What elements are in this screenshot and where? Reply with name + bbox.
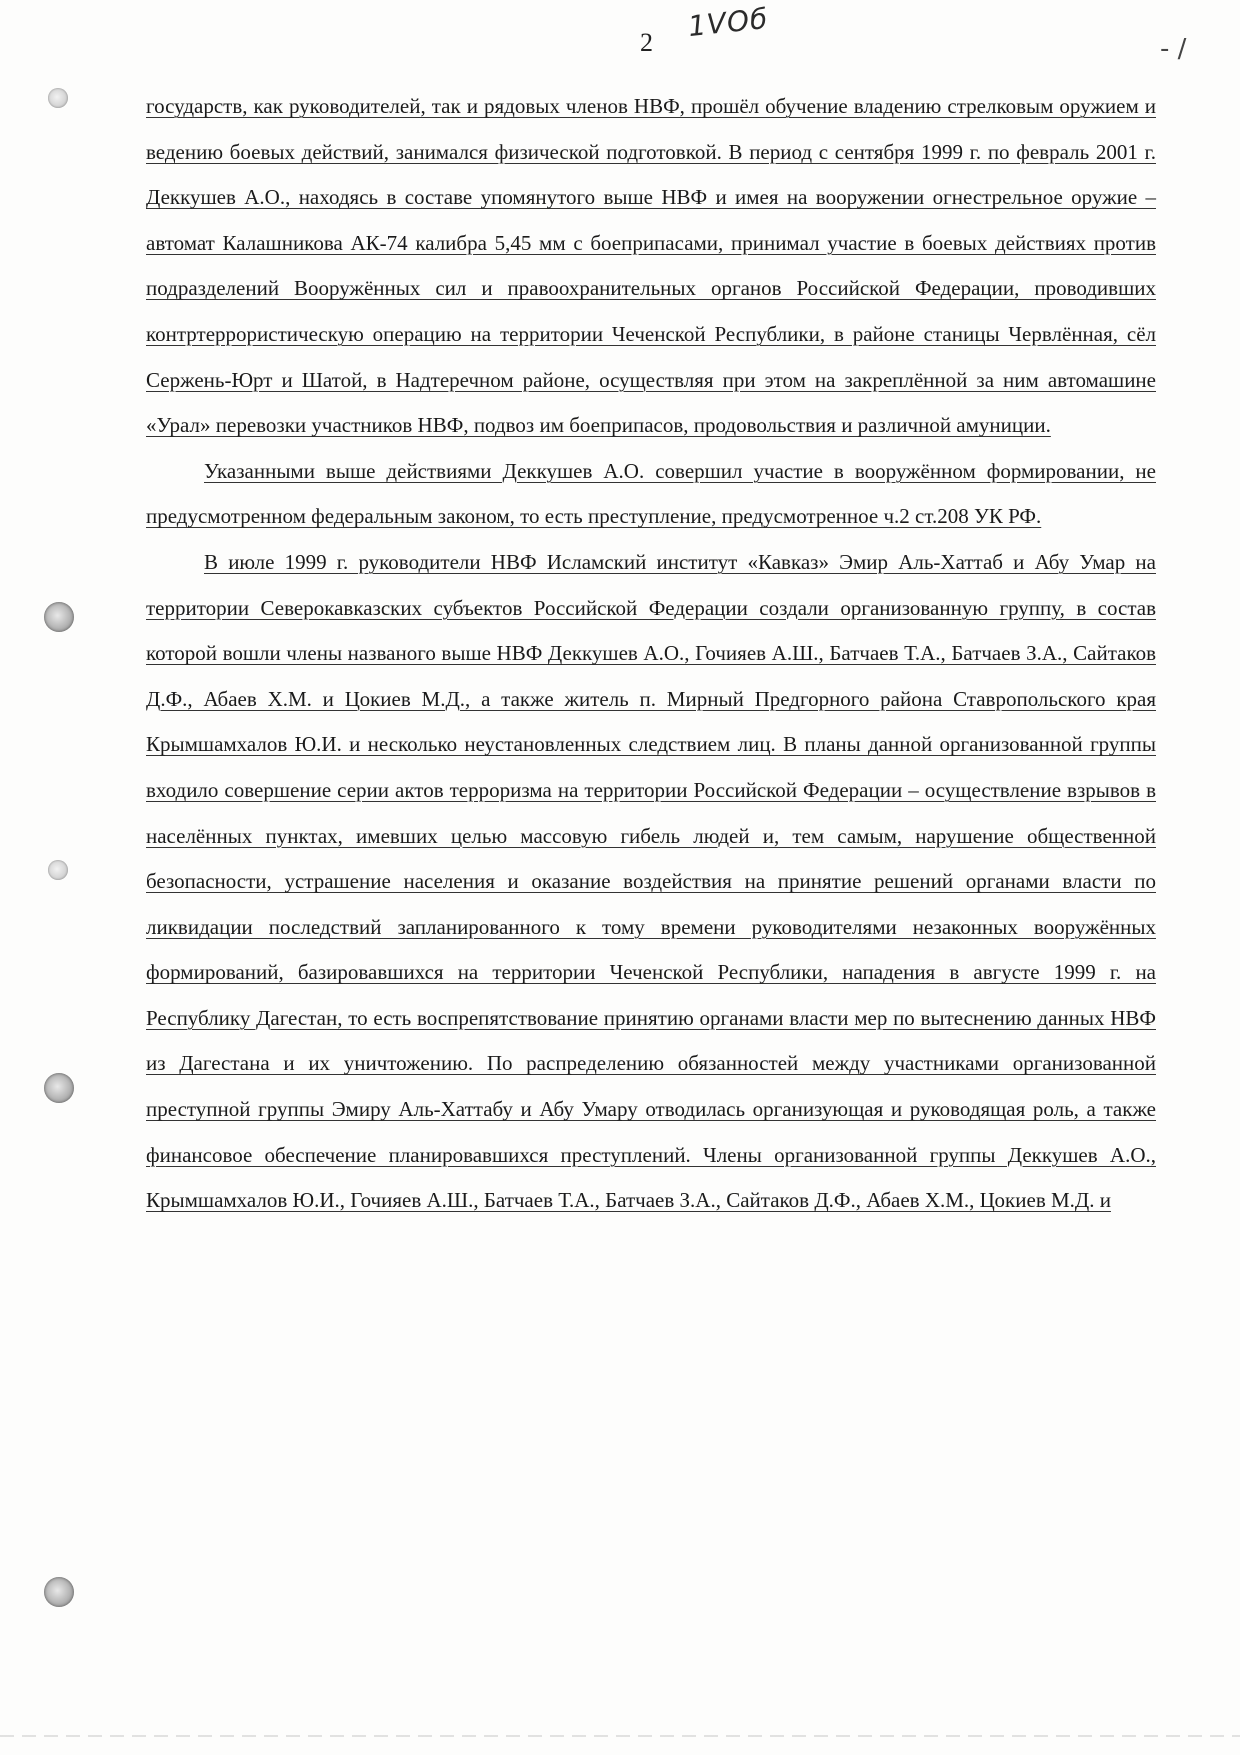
document-body bbox=[146, 84, 1156, 1224]
punch-hole-icon bbox=[44, 602, 74, 632]
corner-handwritten-mark: - / bbox=[1160, 34, 1187, 64]
paragraph: Указанными выше действиями Деккушев А.О. совершил участие в вооружённом формировании, не предусмотренном федеральным законом, то есть преступление, предусмотренное ч.2 ст.208 УК РФ. bbox=[146, 458, 1156, 529]
paragraph: В июле 1999 г. руководители НВФ Исламский институт «Кавказ» Эмир Аль-Хаттаб и Абу Умар на территории Северокавказских субъектов Российской Федерации создали организованную группу, в состав которой вошли члены названого выше НВФ Деккушев А.О., Гочияев А.Ш., Батчаев Т.А., Батчаев З.А., Сайтаков Д.Ф., Абаев Х.М. и Цокиев М.Д., а также житель п. Мирный Предгорного района Ставропольского края Крымшамхалов Ю.И. и несколько неустановленных следствием лиц. В планы данной организованной группы входило совершение серии актов терроризма на территории Российской Федерации – осуществление взрывов в населённых пунктах, имевших целью массовую гибель людей и, тем самым, нарушение общественной безопасности, устрашение населения и оказание воздействия на принятие решений органами власти по ликвидации последствий запланированного к тому времени руководителями незаконных вооружённых формирований, базировавшихся на территории Чеченской Республики, нападения в августе 1999 г. на Республику Дагестан, то есть воспрепятствование принятию органами власти мер по вытеснению данных НВФ из Дагестана и их уничтожению. По распределению обязанностей между участниками организованной преступной группы Эмиру Аль-Хаттабу и Абу Умару отводилась организующая и руководящая роль, а также финансовое обеспечение планировавшихся преступлений. Члены организованной группы Деккушев А.О., Крымшамхалов Ю.И., Гочияев А.Ш., Батчаев Т.А., Батчаев З.А., Сайтаков Д.Ф., Абаев Х.М., Цокиев М.Д. и bbox=[146, 549, 1156, 1213]
page-number: 2 bbox=[640, 28, 653, 57]
paragraph: государств, как руководителей, так и рядовых членов НВФ, прошёл обучение владению стрелковым оружием и ведению боевых действий, занимался физической подготовкой. В период с сентября 1999 г. по февраль 2001 г. Деккушев А.О., находясь в составе упомянутого выше НВФ и имея на вооружении огнестрельное оружие – автомат Калашникова АК-74 калибра 5,45 мм с боеприпасами, принимал участие в боевых действиях против подразделений Вооружённых сил и правоохранительных органов Российской Федерации, проводивших контртеррористическую операцию на территории Чеченской Республики, в районе станицы Червлённая, сёл Сержень-Юрт и Шатой, в Надтеречном районе, осуществляя при этом на закреплённой за ним автомашине «Урал» перевозки участников НВФ, подвоз им боеприпасов, продовольствия и различной амуниции. bbox=[146, 94, 1156, 438]
handwritten-sheet-number: 1VОб bbox=[686, 1, 770, 44]
punch-hole-icon bbox=[44, 1073, 74, 1103]
punch-hole-icon bbox=[48, 88, 68, 108]
punch-hole-icon bbox=[48, 860, 68, 880]
scan-edge-artifact bbox=[0, 1735, 1240, 1737]
punch-hole-icon bbox=[44, 1577, 74, 1607]
